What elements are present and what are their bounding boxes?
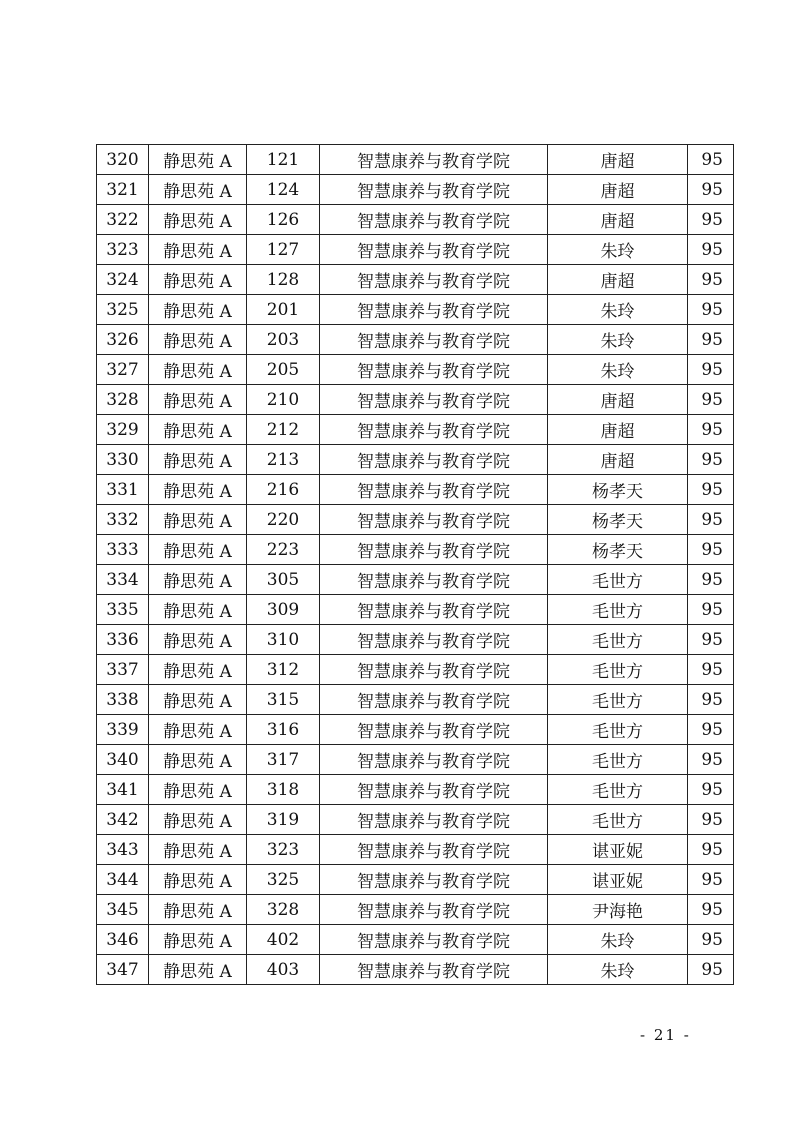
- table-row: [97, 745, 734, 775]
- table-row: [97, 445, 734, 475]
- table-row: [97, 655, 734, 685]
- room-number-cell: 212: [247, 415, 320, 445]
- table-row: [97, 895, 734, 925]
- row-number-cell: 343: [97, 835, 149, 865]
- college-cell: 智慧康养与教育学院: [320, 445, 548, 475]
- college-cell: 智慧康养与教育学院: [320, 685, 548, 715]
- room-number-cell: 203: [247, 325, 320, 355]
- room-number-cell: 127: [247, 235, 320, 265]
- score-cell: 95: [688, 895, 734, 925]
- college-cell: 智慧康养与教育学院: [320, 775, 548, 805]
- building-cell: 静思苑 A: [149, 235, 247, 265]
- table-row: [97, 565, 734, 595]
- room-number-cell: 315: [247, 685, 320, 715]
- counselor-cell: 朱玲: [548, 235, 688, 265]
- building-cell: 静思苑 A: [149, 745, 247, 775]
- table-row: [97, 535, 734, 565]
- college-cell: 智慧康养与教育学院: [320, 535, 548, 565]
- room-number-cell: 126: [247, 205, 320, 235]
- table-row: [97, 385, 734, 415]
- counselor-cell: 朱玲: [548, 925, 688, 955]
- page-number: - 21 -: [640, 1026, 691, 1044]
- room-number-cell: 318: [247, 775, 320, 805]
- score-cell: 95: [688, 865, 734, 895]
- row-number-cell: 339: [97, 715, 149, 745]
- dormitory-score-table: [96, 144, 734, 985]
- room-number-cell: 205: [247, 355, 320, 385]
- room-number-cell: 328: [247, 895, 320, 925]
- score-cell: 95: [688, 835, 734, 865]
- row-number-cell: 346: [97, 925, 149, 955]
- counselor-cell: 杨孝天: [548, 505, 688, 535]
- counselor-cell: 谌亚妮: [548, 865, 688, 895]
- college-cell: 智慧康养与教育学院: [320, 235, 548, 265]
- college-cell: 智慧康养与教育学院: [320, 475, 548, 505]
- college-cell: 智慧康养与教育学院: [320, 145, 548, 175]
- counselor-cell: 唐超: [548, 205, 688, 235]
- row-number-cell: 320: [97, 145, 149, 175]
- table-row: [97, 715, 734, 745]
- building-cell: 静思苑 A: [149, 475, 247, 505]
- college-cell: 智慧康养与教育学院: [320, 205, 548, 235]
- room-number-cell: 124: [247, 175, 320, 205]
- building-cell: 静思苑 A: [149, 835, 247, 865]
- score-cell: 95: [688, 445, 734, 475]
- college-cell: 智慧康养与教育学院: [320, 415, 548, 445]
- building-cell: 静思苑 A: [149, 325, 247, 355]
- score-cell: 95: [688, 685, 734, 715]
- score-cell: 95: [688, 265, 734, 295]
- row-number-cell: 333: [97, 535, 149, 565]
- row-number-cell: 344: [97, 865, 149, 895]
- counselor-cell: 毛世方: [548, 625, 688, 655]
- score-cell: 95: [688, 505, 734, 535]
- table-row: [97, 265, 734, 295]
- row-number-cell: 321: [97, 175, 149, 205]
- counselor-cell: 毛世方: [548, 715, 688, 745]
- college-cell: 智慧康养与教育学院: [320, 925, 548, 955]
- row-number-cell: 337: [97, 655, 149, 685]
- score-cell: 95: [688, 595, 734, 625]
- college-cell: 智慧康养与教育学院: [320, 745, 548, 775]
- row-number-cell: 329: [97, 415, 149, 445]
- building-cell: 静思苑 A: [149, 145, 247, 175]
- score-cell: 95: [688, 175, 734, 205]
- building-cell: 静思苑 A: [149, 955, 247, 985]
- college-cell: 智慧康养与教育学院: [320, 385, 548, 415]
- room-number-cell: 309: [247, 595, 320, 625]
- building-cell: 静思苑 A: [149, 715, 247, 745]
- building-cell: 静思苑 A: [149, 925, 247, 955]
- room-number-cell: 201: [247, 295, 320, 325]
- score-cell: 95: [688, 955, 734, 985]
- row-number-cell: 340: [97, 745, 149, 775]
- building-cell: 静思苑 A: [149, 295, 247, 325]
- table-row: [97, 925, 734, 955]
- row-number-cell: 331: [97, 475, 149, 505]
- row-number-cell: 342: [97, 805, 149, 835]
- table-row: [97, 595, 734, 625]
- college-cell: 智慧康养与教育学院: [320, 325, 548, 355]
- row-number-cell: 336: [97, 625, 149, 655]
- table-row: [97, 355, 734, 385]
- row-number-cell: 322: [97, 205, 149, 235]
- score-cell: 95: [688, 355, 734, 385]
- building-cell: 静思苑 A: [149, 655, 247, 685]
- table-row: [97, 235, 734, 265]
- counselor-cell: 杨孝天: [548, 475, 688, 505]
- building-cell: 静思苑 A: [149, 445, 247, 475]
- table-row: [97, 775, 734, 805]
- building-cell: 静思苑 A: [149, 535, 247, 565]
- college-cell: 智慧康养与教育学院: [320, 565, 548, 595]
- row-number-cell: 338: [97, 685, 149, 715]
- table-body: [97, 145, 734, 985]
- room-number-cell: 223: [247, 535, 320, 565]
- room-number-cell: 316: [247, 715, 320, 745]
- counselor-cell: 毛世方: [548, 775, 688, 805]
- score-cell: 95: [688, 775, 734, 805]
- row-number-cell: 330: [97, 445, 149, 475]
- score-cell: 95: [688, 325, 734, 355]
- score-cell: 95: [688, 415, 734, 445]
- table-row: [97, 325, 734, 355]
- score-cell: 95: [688, 145, 734, 175]
- room-number-cell: 305: [247, 565, 320, 595]
- score-cell: 95: [688, 475, 734, 505]
- college-cell: 智慧康养与教育学院: [320, 265, 548, 295]
- table-row: [97, 475, 734, 505]
- college-cell: 智慧康养与教育学院: [320, 655, 548, 685]
- room-number-cell: 216: [247, 475, 320, 505]
- row-number-cell: 325: [97, 295, 149, 325]
- counselor-cell: 唐超: [548, 175, 688, 205]
- table-row: [97, 955, 734, 985]
- building-cell: 静思苑 A: [149, 625, 247, 655]
- building-cell: 静思苑 A: [149, 355, 247, 385]
- room-number-cell: 210: [247, 385, 320, 415]
- building-cell: 静思苑 A: [149, 565, 247, 595]
- building-cell: 静思苑 A: [149, 775, 247, 805]
- room-number-cell: 319: [247, 805, 320, 835]
- row-number-cell: 323: [97, 235, 149, 265]
- score-cell: 95: [688, 385, 734, 415]
- building-cell: 静思苑 A: [149, 505, 247, 535]
- building-cell: 静思苑 A: [149, 415, 247, 445]
- score-cell: 95: [688, 655, 734, 685]
- row-number-cell: 345: [97, 895, 149, 925]
- building-cell: 静思苑 A: [149, 175, 247, 205]
- table-row: [97, 145, 734, 175]
- score-cell: 95: [688, 925, 734, 955]
- college-cell: 智慧康养与教育学院: [320, 865, 548, 895]
- counselor-cell: 唐超: [548, 145, 688, 175]
- table-row: [97, 505, 734, 535]
- row-number-cell: 341: [97, 775, 149, 805]
- building-cell: 静思苑 A: [149, 805, 247, 835]
- building-cell: 静思苑 A: [149, 685, 247, 715]
- row-number-cell: 332: [97, 505, 149, 535]
- counselor-cell: 唐超: [548, 415, 688, 445]
- counselor-cell: 毛世方: [548, 745, 688, 775]
- counselor-cell: 毛世方: [548, 595, 688, 625]
- table-row: [97, 205, 734, 235]
- college-cell: 智慧康养与教育学院: [320, 595, 548, 625]
- building-cell: 静思苑 A: [149, 595, 247, 625]
- counselor-cell: 毛世方: [548, 685, 688, 715]
- room-number-cell: 323: [247, 835, 320, 865]
- building-cell: 静思苑 A: [149, 385, 247, 415]
- building-cell: 静思苑 A: [149, 205, 247, 235]
- counselor-cell: 朱玲: [548, 955, 688, 985]
- score-cell: 95: [688, 205, 734, 235]
- score-cell: 95: [688, 295, 734, 325]
- counselor-cell: 尹海艳: [548, 895, 688, 925]
- table-row: [97, 415, 734, 445]
- score-cell: 95: [688, 565, 734, 595]
- table-row: [97, 865, 734, 895]
- room-number-cell: 128: [247, 265, 320, 295]
- counselor-cell: 毛世方: [548, 565, 688, 595]
- college-cell: 智慧康养与教育学院: [320, 805, 548, 835]
- counselor-cell: 唐超: [548, 265, 688, 295]
- table-row: [97, 835, 734, 865]
- score-cell: 95: [688, 235, 734, 265]
- building-cell: 静思苑 A: [149, 865, 247, 895]
- room-number-cell: 312: [247, 655, 320, 685]
- room-number-cell: 213: [247, 445, 320, 475]
- room-number-cell: 310: [247, 625, 320, 655]
- row-number-cell: 334: [97, 565, 149, 595]
- college-cell: 智慧康养与教育学院: [320, 955, 548, 985]
- score-cell: 95: [688, 715, 734, 745]
- building-cell: 静思苑 A: [149, 895, 247, 925]
- room-number-cell: 121: [247, 145, 320, 175]
- room-number-cell: 220: [247, 505, 320, 535]
- college-cell: 智慧康养与教育学院: [320, 355, 548, 385]
- counselor-cell: 毛世方: [548, 805, 688, 835]
- score-cell: 95: [688, 625, 734, 655]
- row-number-cell: 335: [97, 595, 149, 625]
- score-cell: 95: [688, 535, 734, 565]
- counselor-cell: 唐超: [548, 445, 688, 475]
- row-number-cell: 326: [97, 325, 149, 355]
- building-cell: 静思苑 A: [149, 265, 247, 295]
- counselor-cell: 谌亚妮: [548, 835, 688, 865]
- college-cell: 智慧康养与教育学院: [320, 175, 548, 205]
- table-row: [97, 175, 734, 205]
- table-row: [97, 625, 734, 655]
- row-number-cell: 327: [97, 355, 149, 385]
- counselor-cell: 毛世方: [548, 655, 688, 685]
- room-number-cell: 403: [247, 955, 320, 985]
- row-number-cell: 324: [97, 265, 149, 295]
- score-cell: 95: [688, 805, 734, 835]
- table-row: [97, 295, 734, 325]
- room-number-cell: 317: [247, 745, 320, 775]
- counselor-cell: 朱玲: [548, 325, 688, 355]
- college-cell: 智慧康养与教育学院: [320, 505, 548, 535]
- room-number-cell: 402: [247, 925, 320, 955]
- counselor-cell: 杨孝天: [548, 535, 688, 565]
- college-cell: 智慧康养与教育学院: [320, 835, 548, 865]
- college-cell: 智慧康养与教育学院: [320, 715, 548, 745]
- table-row: [97, 685, 734, 715]
- table-row: [97, 805, 734, 835]
- score-cell: 95: [688, 745, 734, 775]
- counselor-cell: 朱玲: [548, 355, 688, 385]
- counselor-cell: 唐超: [548, 385, 688, 415]
- college-cell: 智慧康养与教育学院: [320, 625, 548, 655]
- room-number-cell: 325: [247, 865, 320, 895]
- row-number-cell: 328: [97, 385, 149, 415]
- college-cell: 智慧康养与教育学院: [320, 295, 548, 325]
- row-number-cell: 347: [97, 955, 149, 985]
- college-cell: 智慧康养与教育学院: [320, 895, 548, 925]
- counselor-cell: 朱玲: [548, 295, 688, 325]
